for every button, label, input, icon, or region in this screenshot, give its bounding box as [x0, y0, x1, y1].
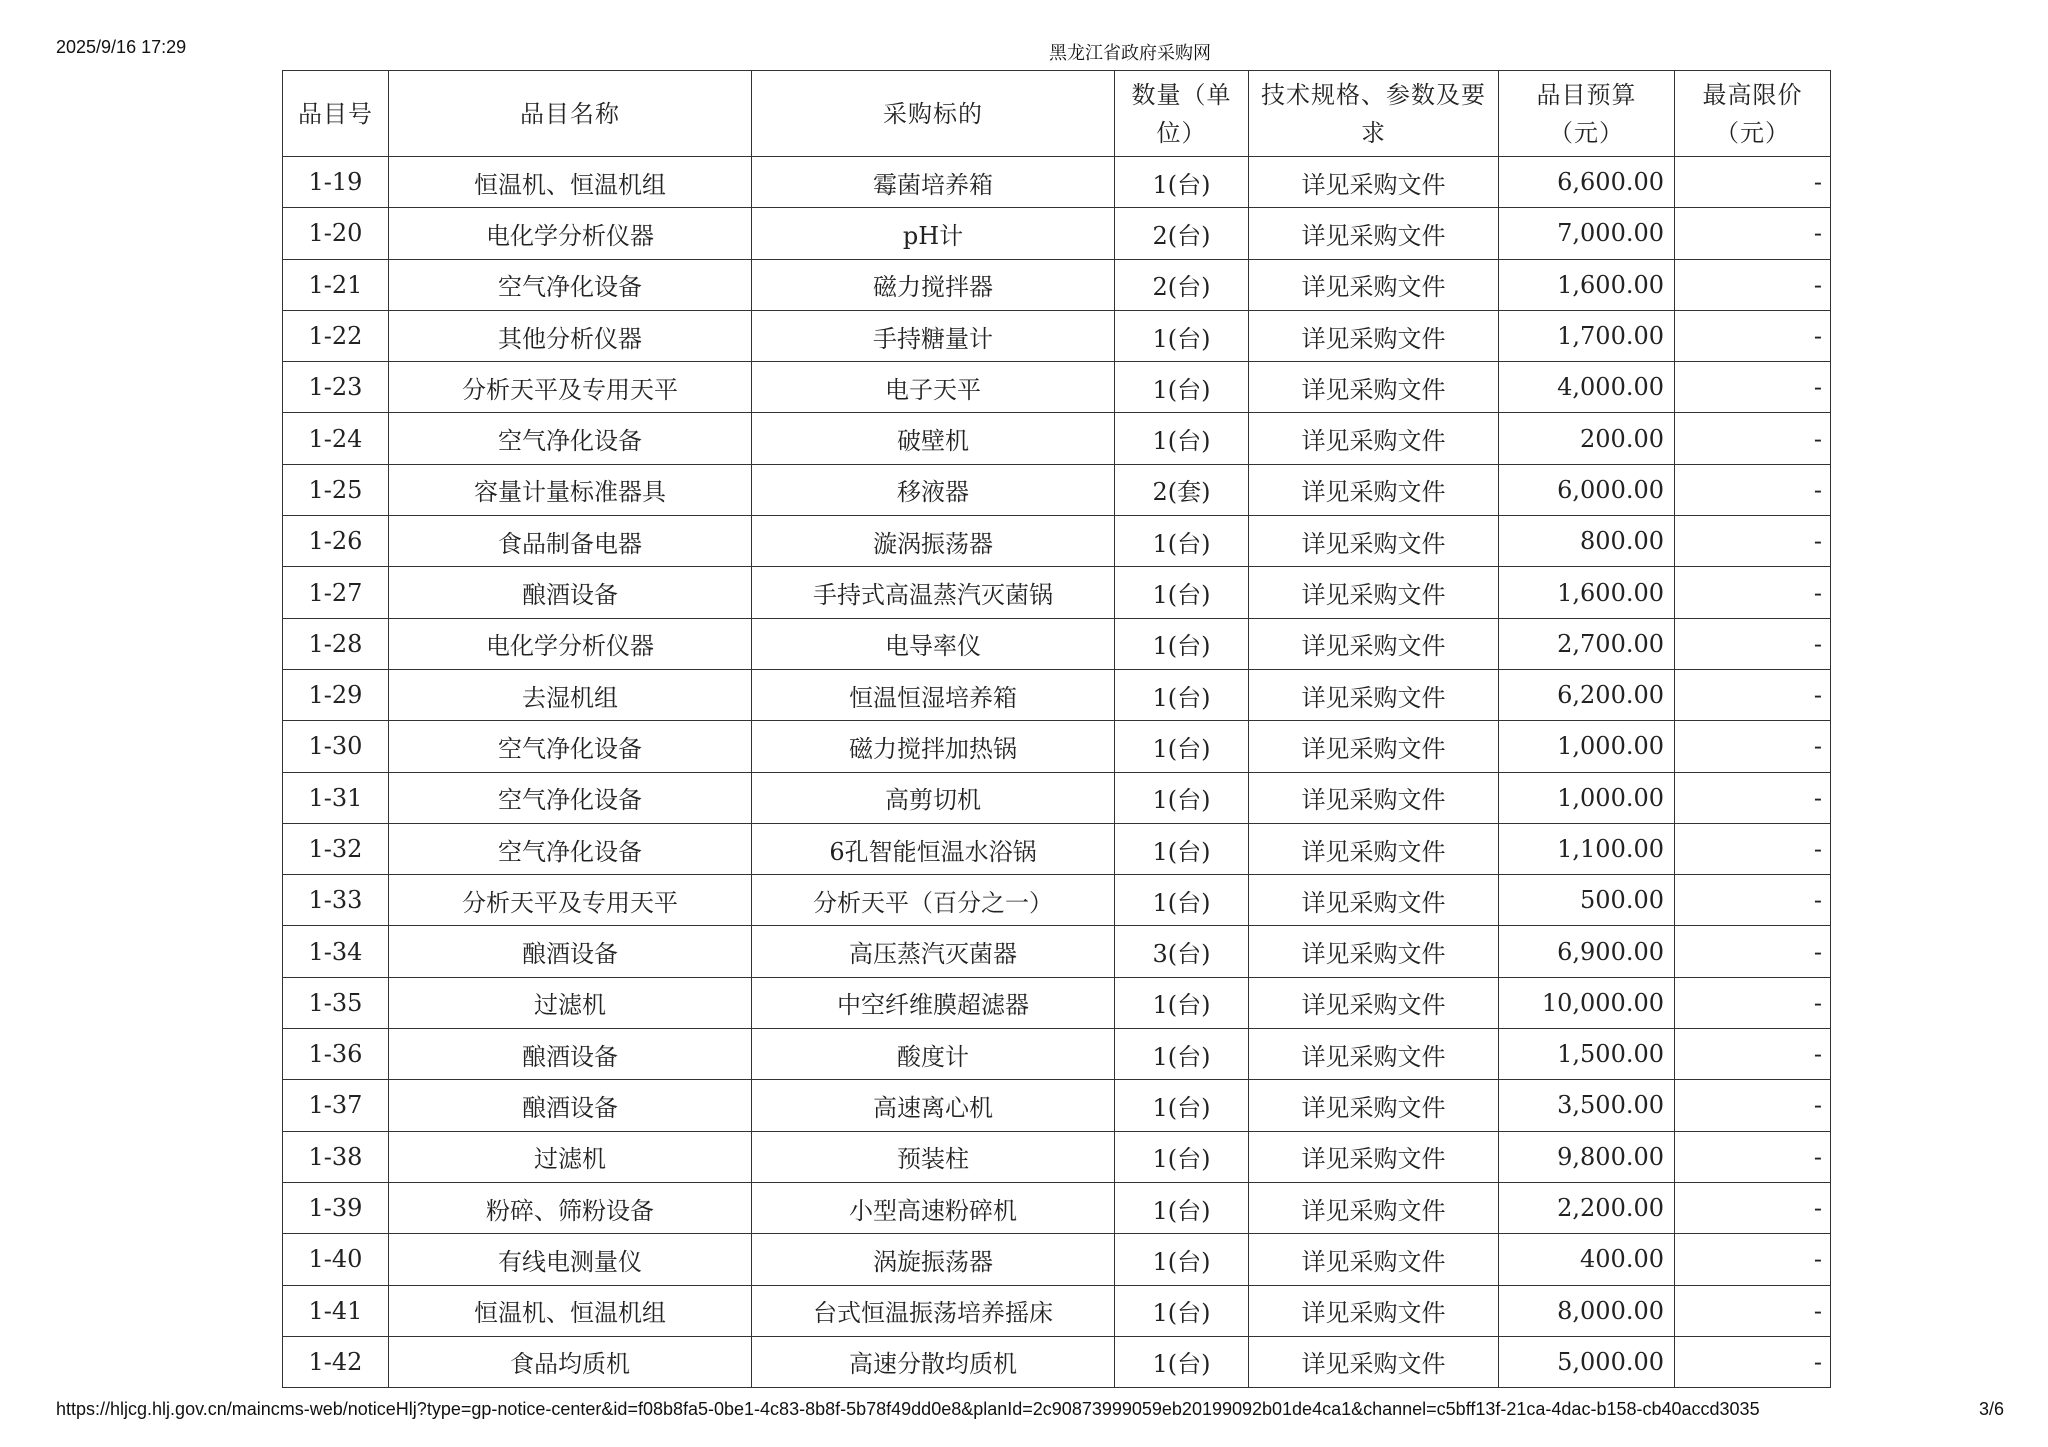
- cell-item-no: 1-40: [283, 1234, 389, 1285]
- cell-item-name: 酿酒设备: [389, 926, 752, 977]
- cell-item-name: 电化学分析仪器: [389, 618, 752, 669]
- table-row: [283, 208, 1831, 259]
- cell-item-name: 粉碎、筛粉设备: [389, 1182, 752, 1233]
- cell-quantity: 1(台): [1115, 721, 1249, 772]
- cell-max-price: -: [1675, 464, 1831, 515]
- cell-item-no: 1-23: [283, 362, 389, 413]
- cell-item-no: 1-28: [283, 618, 389, 669]
- cell-max-price: -: [1675, 1285, 1831, 1336]
- cell-quantity: 1(台): [1115, 618, 1249, 669]
- cell-budget: 7,000.00: [1499, 208, 1675, 259]
- cell-budget: 2,200.00: [1499, 1182, 1675, 1233]
- cell-quantity: 1(台): [1115, 1080, 1249, 1131]
- cell-budget: 6,000.00: [1499, 464, 1675, 515]
- cell-item-no: 1-25: [283, 464, 389, 515]
- cell-item-no: 1-21: [283, 259, 389, 310]
- cell-item-name: 酿酒设备: [389, 1029, 752, 1080]
- cell-max-price: -: [1675, 772, 1831, 823]
- cell-budget: 500.00: [1499, 875, 1675, 926]
- cell-item-no: 1-39: [283, 1182, 389, 1233]
- cell-budget: 3,500.00: [1499, 1080, 1675, 1131]
- table-row: [283, 618, 1831, 669]
- cell-max-price: -: [1675, 669, 1831, 720]
- cell-max-price: -: [1675, 823, 1831, 874]
- cell-target: 手持糖量计: [752, 310, 1115, 361]
- cell-target: 霉菌培养箱: [752, 157, 1115, 208]
- cell-item-no: 1-31: [283, 772, 389, 823]
- cell-item-no: 1-22: [283, 310, 389, 361]
- cell-max-price: -: [1675, 567, 1831, 618]
- cell-max-price: -: [1675, 721, 1831, 772]
- cell-spec: 详见采购文件: [1249, 977, 1499, 1028]
- cell-item-name: 空气净化设备: [389, 772, 752, 823]
- table-row: [283, 721, 1831, 772]
- cell-spec: 详见采购文件: [1249, 208, 1499, 259]
- cell-spec: 详见采购文件: [1249, 618, 1499, 669]
- cell-spec: 详见采购文件: [1249, 1336, 1499, 1387]
- page-number: 3/6: [1978, 1399, 2004, 1419]
- cell-budget: 1,000.00: [1499, 721, 1675, 772]
- table-header-row: [283, 71, 1831, 157]
- col-header-quantity: 数量（单位）: [1115, 71, 1249, 157]
- table-row: [283, 926, 1831, 977]
- cell-max-price: -: [1675, 157, 1831, 208]
- cell-item-name: 分析天平及专用天平: [389, 362, 752, 413]
- table-row: [283, 1234, 1831, 1285]
- table-row: [283, 464, 1831, 515]
- cell-spec: 详见采购文件: [1249, 721, 1499, 772]
- cell-budget: 9,800.00: [1499, 1131, 1675, 1182]
- cell-item-name: 去湿机组: [389, 669, 752, 720]
- cell-item-no: 1-35: [283, 977, 389, 1028]
- site-title: 黑龙江省政府采购网: [1049, 43, 1211, 64]
- col-header-budget: 品目预算（元）: [1499, 71, 1675, 157]
- cell-target: 预装柱: [752, 1131, 1115, 1182]
- cell-max-price: -: [1675, 977, 1831, 1028]
- cell-target: 中空纤维膜超滤器: [752, 977, 1115, 1028]
- procurement-items-table: [282, 70, 1831, 1388]
- cell-budget: 200.00: [1499, 413, 1675, 464]
- table-row: [283, 310, 1831, 361]
- cell-max-price: -: [1675, 1131, 1831, 1182]
- cell-spec: 详见采购文件: [1249, 567, 1499, 618]
- cell-spec: 详见采购文件: [1249, 669, 1499, 720]
- table-row: [283, 669, 1831, 720]
- cell-target: 涡旋振荡器: [752, 1234, 1115, 1285]
- col-header-spec: 技术规格、参数及要求: [1249, 71, 1499, 157]
- cell-quantity: 1(台): [1115, 977, 1249, 1028]
- cell-quantity: 1(台): [1115, 567, 1249, 618]
- cell-quantity: 1(台): [1115, 362, 1249, 413]
- cell-item-no: 1-34: [283, 926, 389, 977]
- cell-target: 漩涡振荡器: [752, 516, 1115, 567]
- cell-max-price: -: [1675, 259, 1831, 310]
- cell-spec: 详见采购文件: [1249, 1131, 1499, 1182]
- cell-quantity: 1(台): [1115, 1285, 1249, 1336]
- cell-item-no: 1-37: [283, 1080, 389, 1131]
- table-row: [283, 1336, 1831, 1387]
- cell-item-no: 1-32: [283, 823, 389, 874]
- cell-spec: 详见采购文件: [1249, 1080, 1499, 1131]
- cell-target: 磁力搅拌器: [752, 259, 1115, 310]
- cell-spec: 详见采购文件: [1249, 362, 1499, 413]
- cell-item-name: 过滤机: [389, 1131, 752, 1182]
- cell-target: 高速分散均质机: [752, 1336, 1115, 1387]
- table-row: [283, 977, 1831, 1028]
- cell-spec: 详见采购文件: [1249, 157, 1499, 208]
- cell-target: 恒温恒湿培养箱: [752, 669, 1115, 720]
- cell-quantity: 2(套): [1115, 464, 1249, 515]
- cell-budget: 1,500.00: [1499, 1029, 1675, 1080]
- cell-budget: 6,900.00: [1499, 926, 1675, 977]
- cell-item-no: 1-19: [283, 157, 389, 208]
- cell-quantity: 1(台): [1115, 772, 1249, 823]
- table-row: [283, 1285, 1831, 1336]
- cell-item-no: 1-38: [283, 1131, 389, 1182]
- cell-spec: 详见采购文件: [1249, 310, 1499, 361]
- cell-max-price: -: [1675, 875, 1831, 926]
- cell-item-name: 空气净化设备: [389, 413, 752, 464]
- cell-spec: 详见采购文件: [1249, 1029, 1499, 1080]
- cell-quantity: 2(台): [1115, 208, 1249, 259]
- cell-quantity: 1(台): [1115, 1336, 1249, 1387]
- cell-item-no: 1-33: [283, 875, 389, 926]
- cell-spec: 详见采购文件: [1249, 1285, 1499, 1336]
- cell-quantity: 1(台): [1115, 1182, 1249, 1233]
- cell-max-price: -: [1675, 1182, 1831, 1233]
- cell-budget: 4,000.00: [1499, 362, 1675, 413]
- cell-item-name: 容量计量标准器具: [389, 464, 752, 515]
- page-url: https://hljcg.hlj.gov.cn/maincms-web/noticeHlj?type=gp-notice-center&id=f08b8fa5-0be1-4c83-8b8f-5b78f49dd0e8&planId=2c90873999059eb20199092b01de4ca1&channel=c5bff13f-21ca-4dac-b158-cb40accd3035: [56, 1399, 1760, 1419]
- cell-spec: 详见采购文件: [1249, 1182, 1499, 1233]
- cell-quantity: 1(台): [1115, 413, 1249, 464]
- table-row: [283, 362, 1831, 413]
- cell-item-no: 1-42: [283, 1336, 389, 1387]
- cell-max-price: -: [1675, 1336, 1831, 1387]
- cell-item-name: 空气净化设备: [389, 259, 752, 310]
- table-row: [283, 823, 1831, 874]
- cell-max-price: -: [1675, 516, 1831, 567]
- cell-item-name: 空气净化设备: [389, 823, 752, 874]
- cell-item-name: 分析天平及专用天平: [389, 875, 752, 926]
- cell-target: 小型高速粉碎机: [752, 1182, 1115, 1233]
- cell-quantity: 1(台): [1115, 669, 1249, 720]
- cell-spec: 详见采购文件: [1249, 823, 1499, 874]
- cell-budget: 1,000.00: [1499, 772, 1675, 823]
- cell-item-name: 其他分析仪器: [389, 310, 752, 361]
- cell-max-price: -: [1675, 208, 1831, 259]
- cell-budget: 1,600.00: [1499, 567, 1675, 618]
- cell-budget: 1,100.00: [1499, 823, 1675, 874]
- cell-item-no: 1-41: [283, 1285, 389, 1336]
- table-row: [283, 1080, 1831, 1131]
- cell-item-no: 1-27: [283, 567, 389, 618]
- cell-spec: 详见采购文件: [1249, 259, 1499, 310]
- table-row: [283, 157, 1831, 208]
- table-row: [283, 1131, 1831, 1182]
- cell-max-price: -: [1675, 362, 1831, 413]
- cell-spec: 详见采购文件: [1249, 413, 1499, 464]
- cell-quantity: 1(台): [1115, 1131, 1249, 1182]
- cell-item-name: 酿酒设备: [389, 1080, 752, 1131]
- cell-quantity: 1(台): [1115, 310, 1249, 361]
- cell-budget: 2,700.00: [1499, 618, 1675, 669]
- cell-max-price: -: [1675, 310, 1831, 361]
- cell-target: 台式恒温振荡培养摇床: [752, 1285, 1115, 1336]
- cell-item-name: 过滤机: [389, 977, 752, 1028]
- cell-budget: 400.00: [1499, 1234, 1675, 1285]
- cell-budget: 8,000.00: [1499, 1285, 1675, 1336]
- cell-item-name: 食品制备电器: [389, 516, 752, 567]
- cell-item-no: 1-26: [283, 516, 389, 567]
- table-row: [283, 1029, 1831, 1080]
- cell-item-no: 1-36: [283, 1029, 389, 1080]
- cell-quantity: 1(台): [1115, 516, 1249, 567]
- cell-target: 酸度计: [752, 1029, 1115, 1080]
- cell-item-no: 1-30: [283, 721, 389, 772]
- cell-target: 高速离心机: [752, 1080, 1115, 1131]
- cell-quantity: 1(台): [1115, 157, 1249, 208]
- cell-max-price: -: [1675, 618, 1831, 669]
- table-row: [283, 1182, 1831, 1233]
- cell-item-name: 酿酒设备: [389, 567, 752, 618]
- cell-item-no: 1-29: [283, 669, 389, 720]
- cell-budget: 1,700.00: [1499, 310, 1675, 361]
- cell-target: 分析天平（百分之一）: [752, 875, 1115, 926]
- cell-spec: 详见采购文件: [1249, 1234, 1499, 1285]
- print-datetime: 2025/9/16 17:29: [56, 37, 187, 57]
- cell-spec: 详见采购文件: [1249, 926, 1499, 977]
- cell-item-name: 恒温机、恒温机组: [389, 1285, 752, 1336]
- col-header-target: 采购标的: [752, 71, 1115, 157]
- cell-target: 电子天平: [752, 362, 1115, 413]
- cell-spec: 详见采购文件: [1249, 875, 1499, 926]
- table-row: [283, 413, 1831, 464]
- cell-target: 磁力搅拌加热锅: [752, 721, 1115, 772]
- cell-target: 高压蒸汽灭菌器: [752, 926, 1115, 977]
- cell-budget: 6,200.00: [1499, 669, 1675, 720]
- table-row: [283, 875, 1831, 926]
- cell-budget: 5,000.00: [1499, 1336, 1675, 1387]
- col-header-item-no: 品目号: [283, 71, 389, 157]
- table-row: [283, 516, 1831, 567]
- cell-item-name: 空气净化设备: [389, 721, 752, 772]
- cell-target: 破壁机: [752, 413, 1115, 464]
- cell-quantity: 1(台): [1115, 1234, 1249, 1285]
- cell-budget: 1,600.00: [1499, 259, 1675, 310]
- cell-item-no: 1-24: [283, 413, 389, 464]
- cell-budget: 6,600.00: [1499, 157, 1675, 208]
- table-row: [283, 772, 1831, 823]
- cell-quantity: 1(台): [1115, 1029, 1249, 1080]
- cell-item-name: 恒温机、恒温机组: [389, 157, 752, 208]
- cell-item-name: 食品均质机: [389, 1336, 752, 1387]
- cell-budget: 10,000.00: [1499, 977, 1675, 1028]
- cell-max-price: -: [1675, 413, 1831, 464]
- cell-item-name: 电化学分析仪器: [389, 208, 752, 259]
- cell-spec: 详见采购文件: [1249, 772, 1499, 823]
- cell-quantity: 1(台): [1115, 875, 1249, 926]
- cell-budget: 800.00: [1499, 516, 1675, 567]
- table-row: [283, 567, 1831, 618]
- cell-quantity: 1(台): [1115, 823, 1249, 874]
- col-header-item-name: 品目名称: [389, 71, 752, 157]
- cell-max-price: -: [1675, 1029, 1831, 1080]
- cell-target: 电导率仪: [752, 618, 1115, 669]
- cell-quantity: 2(台): [1115, 259, 1249, 310]
- cell-max-price: -: [1675, 926, 1831, 977]
- cell-spec: 详见采购文件: [1249, 464, 1499, 515]
- col-header-max-price: 最高限价（元）: [1675, 71, 1831, 157]
- cell-max-price: -: [1675, 1234, 1831, 1285]
- cell-target: pH计: [752, 208, 1115, 259]
- cell-item-no: 1-20: [283, 208, 389, 259]
- cell-target: 高剪切机: [752, 772, 1115, 823]
- cell-target: 移液器: [752, 464, 1115, 515]
- cell-target: 6孔智能恒温水浴锅: [752, 823, 1115, 874]
- table-row: [283, 259, 1831, 310]
- cell-quantity: 3(台): [1115, 926, 1249, 977]
- cell-max-price: -: [1675, 1080, 1831, 1131]
- cell-spec: 详见采购文件: [1249, 516, 1499, 567]
- cell-target: 手持式高温蒸汽灭菌锅: [752, 567, 1115, 618]
- cell-item-name: 有线电测量仪: [389, 1234, 752, 1285]
